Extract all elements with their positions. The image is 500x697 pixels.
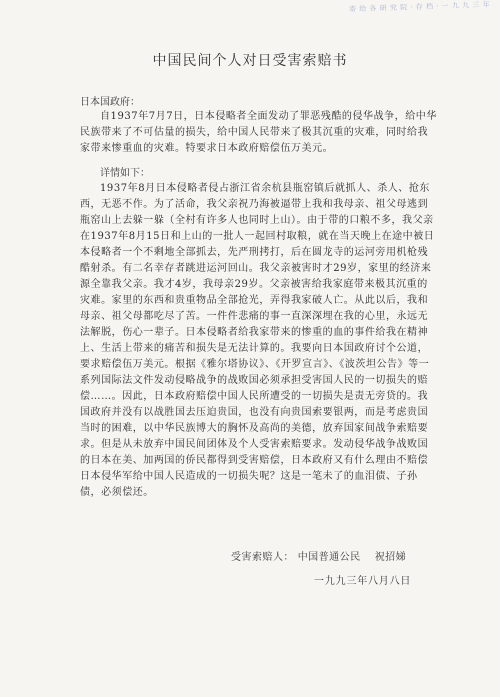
- details-heading: 详情如下：: [100, 168, 150, 179]
- salutation: 日本国政府：: [80, 97, 140, 108]
- archive-stamp: 寄 给 各 研 究 院 · 存 档 · 一 九 九 三 年: [348, 0, 491, 14]
- details-paragraph: 1937年8月日本侵略者侵占浙江省余杭县瓶窑镇后就抓人、杀人、抢东西，无恶不作。为了活命，我父亲祝乃海被逼带上我和我母亲、祖父母逃到瓶窑山上去躲一躲（全村有许多人也同时上山）。由于带的口粮不多，我父亲在1937年8月15日和上山的一批人一起回村取粮，就在当天晚上在途中被日本侵略者一个不剩地全部抓去，先严刑拷打，后在圆龙寺的运河旁用机枪残酷射杀。有二名幸存者跳进运河回山。我父亲被害时才29岁，家里的经济来源全靠我父亲。我才4岁，我母亲29岁。父亲被害给我家庭带来极其沉重的灾难。家里的东西和贵重物品全部抢光，弄得我家破人亡。从此以后，我和母亲、祖父母都吃尽了苦。一件件悲痛的事一直深深埋在我的心里，永远无法解脱，伤心一辈子。日本侵略者给我家带来的惨重的血的事件给我在精神上、生活上带来的痛苦和损失是无法计算的。我要向日本国政府讨个公道，要求赔偿伍万美元。根据《雅尔塔协议》、《开罗宣言》、《波茨坦公告》等一系列国际法文件发动侵略战争的战败国必须承担受害国人民的一切损失的赔偿……。因此，日本政府赔偿中国人民所遭受的一切损失是责无旁贷的。我国政府并没有以战胜国去压迫贵国，也没有向贵国索要银两，而是考虑贵国当时的困难，以中华民族博大的胸怀及高尚的美德，放弃国家间战争索赔要求。但是从未放弃中国民间团体及个人受害索赔要求。发动侵华战争战败国的日本在美、加两国的侨民都得到受害赔偿，日本政府又有什么理由不赔偿日本侵华军给中国人民造成的一切损失呢？这是一笔未了的血泪债、子孙债，必须偿还。: [80, 183, 435, 498]
- claimant-label: 受害索赔人：: [231, 552, 294, 563]
- signature-date: 一九九三年八月八日: [314, 576, 412, 587]
- claimant-line: [231, 548, 406, 563]
- claimant-name: 祝招娣: [374, 552, 407, 563]
- claimant-identity: 中国普通公民: [297, 552, 361, 563]
- document-title: 中国民间个人对日受害索赔书: [152, 53, 348, 69]
- opening-paragraph: 自1937年7月7日，日本侵略者全面发动了罪恶残酷的侵华战争，给中华民族带来了不可估量的损失，给中国人民带来了极其沉重的灾难，同时给我家带来惨重血的灾难。特要求日本政府赔偿伍万美元。: [80, 111, 437, 154]
